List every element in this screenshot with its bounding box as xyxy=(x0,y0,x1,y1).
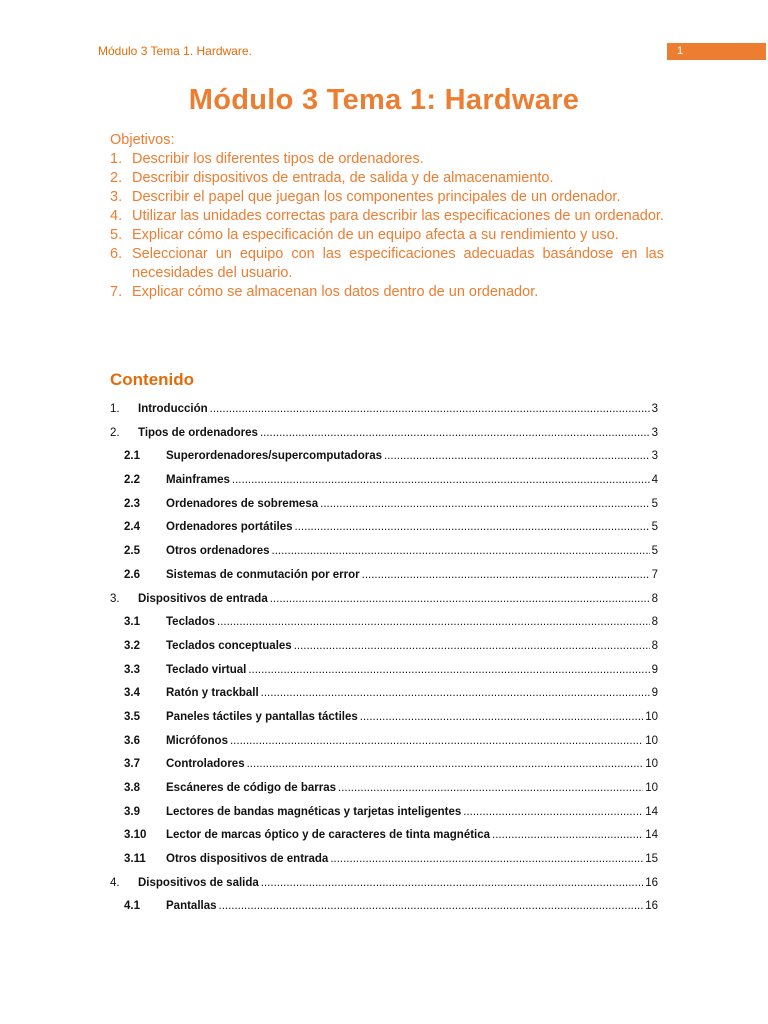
toc-entry[interactable] xyxy=(0,731,768,755)
toc-entry-number: 2.5 xyxy=(124,545,140,558)
toc-entry-number: 2. xyxy=(110,426,120,439)
toc-heading: Contenido xyxy=(110,370,195,389)
objective-item xyxy=(110,245,664,283)
toc-dot-leader xyxy=(210,403,650,415)
toc-entry[interactable] xyxy=(0,423,768,447)
objective-number: 6. xyxy=(110,246,123,262)
objective-number: 4. xyxy=(110,208,123,224)
toc-entry-title: Pantallas xyxy=(166,900,217,913)
toc-entry-number: 2.3 xyxy=(124,497,140,510)
objective-number: 7. xyxy=(110,284,123,300)
toc-dot-leader xyxy=(338,782,643,794)
toc-entry-page: 4 xyxy=(651,474,658,487)
toc-entry[interactable] xyxy=(0,589,768,613)
toc-dot-leader xyxy=(260,427,650,439)
toc-entry[interactable] xyxy=(0,660,768,684)
objective-text: Explicar cómo se almacenan los datos dentro de un ordenador. xyxy=(132,284,539,300)
toc-entry-title: Dispositivos de entrada xyxy=(138,592,268,605)
toc-entry-title: Micrófonos xyxy=(166,734,228,747)
page-number: 1 xyxy=(677,45,684,57)
toc-entry-number: 3.4 xyxy=(124,687,140,700)
toc-entry-page: 8 xyxy=(651,616,658,629)
toc-entry-title: Teclado virtual xyxy=(166,663,247,676)
objectives-heading: Objetivos: xyxy=(110,132,175,148)
toc-dot-leader xyxy=(330,853,643,865)
toc-entry[interactable] xyxy=(0,849,768,873)
table-of-contents xyxy=(0,399,768,920)
toc-entry-title: Introducción xyxy=(138,403,208,415)
toc-dot-leader xyxy=(295,521,650,533)
objective-number: 3. xyxy=(110,189,123,205)
toc-entry-title: Mainframes xyxy=(166,474,230,487)
objective-text: Describir los diferentes tipos de ordenadores. xyxy=(132,151,424,167)
objective-number: 5. xyxy=(110,227,123,243)
toc-entry-number: 4. xyxy=(110,876,120,889)
toc-entry-number: 2.1 xyxy=(124,450,140,463)
toc-entry-number: 3.1 xyxy=(124,616,140,629)
toc-entry-title: Ordenadores de sobremesa xyxy=(166,497,319,510)
toc-entry-page: 3 xyxy=(651,403,658,415)
toc-entry-page: 14 xyxy=(645,829,658,842)
objective-number: 2. xyxy=(110,170,123,186)
toc-entry-title: Ordenadores portátiles xyxy=(166,521,293,534)
running-header-title: Módulo 3 Tema 1. Hardware. xyxy=(98,44,252,58)
toc-entry[interactable] xyxy=(0,399,768,423)
toc-entry-title: Sistemas de conmutación por error xyxy=(166,568,360,581)
toc-entry-page: 10 xyxy=(645,710,658,723)
toc-entry-page: 3 xyxy=(651,450,658,463)
toc-dot-leader xyxy=(320,498,649,510)
toc-entry-page: 8 xyxy=(651,592,658,605)
toc-dot-leader xyxy=(261,687,650,699)
toc-entry[interactable] xyxy=(0,636,768,660)
objective-text: Describir el papel que juegan los componentes principales de un ordenador. xyxy=(132,189,621,205)
toc-entry-page: 16 xyxy=(645,900,658,913)
toc-dot-leader xyxy=(217,616,650,628)
toc-entry-number: 3.7 xyxy=(124,758,140,771)
toc-entry-page: 10 xyxy=(645,782,658,794)
objectives-section xyxy=(110,131,664,302)
toc-entry-title: Ratón y trackball xyxy=(166,687,259,700)
toc-entry-title: Teclados conceptuales xyxy=(166,639,292,652)
toc-entry-number: 3.2 xyxy=(124,639,140,652)
toc-entry[interactable] xyxy=(0,707,768,731)
objective-text: Explicar cómo la especificación de un equipo afecta a su rendimiento y uso. xyxy=(132,227,619,243)
toc-entry-page: 10 xyxy=(645,758,658,771)
toc-entry-title: Lectores de bandas magnéticas y tarjetas inteligentes xyxy=(166,805,462,818)
toc-entry-title: Dispositivos de salida xyxy=(138,876,259,889)
objective-text: Seleccionar un equipo con las especificaciones adecuadas basándose en las necesidades del usuario. xyxy=(132,246,664,281)
objective-item xyxy=(110,207,664,226)
toc-dot-leader xyxy=(230,735,643,747)
toc-dot-leader xyxy=(294,640,650,652)
objective-text: Describir dispositivos de entrada, de salida y de almacenamiento. xyxy=(132,170,554,186)
toc-entry[interactable] xyxy=(0,802,768,826)
toc-dot-leader xyxy=(232,474,650,486)
toc-entry-number: 3.5 xyxy=(124,710,140,723)
objective-item xyxy=(110,169,664,188)
objective-item xyxy=(110,226,664,245)
toc-entry-page: 8 xyxy=(651,639,658,652)
toc-dot-leader xyxy=(362,569,650,581)
toc-entry[interactable] xyxy=(0,494,768,518)
toc-entry[interactable] xyxy=(0,778,768,802)
toc-entry[interactable] xyxy=(0,873,768,897)
toc-entry-title: Otros dispositivos de entrada xyxy=(166,853,329,866)
toc-entry-title: Tipos de ordenadores xyxy=(138,426,258,439)
toc-dot-leader xyxy=(360,711,643,723)
toc-entry[interactable] xyxy=(0,825,768,849)
objective-text: Utilizar las unidades correctas para describir las especificaciones de un ordenador. xyxy=(132,208,664,224)
toc-entry-title: Lector de marcas óptico y de caracteres de tinta magnética xyxy=(166,829,491,842)
page-number-badge xyxy=(667,43,766,60)
toc-entry-number: 3.3 xyxy=(124,663,140,676)
toc-entry-title: Paneles táctiles y pantallas táctiles xyxy=(166,710,358,723)
toc-entry-number: 2.6 xyxy=(124,568,140,581)
toc-entry[interactable] xyxy=(0,612,768,636)
toc-dot-leader xyxy=(270,593,650,605)
toc-entry-number: 3.10 xyxy=(124,829,147,842)
toc-entry[interactable] xyxy=(0,446,768,470)
toc-entry-number: 3.6 xyxy=(124,734,140,747)
toc-entry-title: Escáneres de código de barras xyxy=(166,782,337,794)
toc-entry[interactable] xyxy=(0,896,768,920)
toc-dot-leader xyxy=(219,900,644,912)
toc-entry-title: Controladores xyxy=(166,758,245,771)
toc-entry-number: 2.4 xyxy=(124,521,140,534)
toc-entry-page: 9 xyxy=(651,687,658,700)
document-title: Módulo 3 Tema 1: Hardware xyxy=(188,84,580,116)
toc-entry-page: 5 xyxy=(651,521,658,534)
toc-entry-page: 5 xyxy=(651,497,658,510)
toc-entry-page: 3 xyxy=(651,426,658,439)
toc-entry[interactable] xyxy=(0,565,768,589)
toc-entry[interactable] xyxy=(0,470,768,494)
toc-entry-number: 4.1 xyxy=(124,900,140,913)
toc-entry-page: 10 xyxy=(645,734,658,747)
toc-dot-leader xyxy=(248,664,649,676)
toc-entry-page: 15 xyxy=(645,853,658,866)
toc-entry-page: 16 xyxy=(645,876,658,889)
toc-entry-number: 2.2 xyxy=(124,474,140,487)
toc-entry-title: Teclados xyxy=(166,616,215,629)
toc-dot-leader xyxy=(272,545,650,557)
toc-entry-title: Superordenadores/supercomputadoras xyxy=(166,450,382,463)
toc-entry[interactable] xyxy=(0,541,768,565)
toc-entry-number: 1. xyxy=(110,403,120,415)
toc-dot-leader xyxy=(261,877,643,889)
toc-entry[interactable] xyxy=(0,683,768,707)
toc-entry-title: Otros ordenadores xyxy=(166,545,270,558)
toc-dot-leader xyxy=(384,450,650,462)
toc-entry-page: 9 xyxy=(651,663,658,676)
toc-entry[interactable] xyxy=(0,754,768,778)
toc-dot-leader xyxy=(492,829,643,841)
toc-entry-page: 5 xyxy=(651,545,658,558)
toc-entry-page: 7 xyxy=(651,568,658,581)
toc-entry-number: 3. xyxy=(110,592,120,605)
toc-entry-number: 3.11 xyxy=(124,853,146,866)
objective-item xyxy=(110,150,664,169)
toc-entry-number: 3.9 xyxy=(124,805,140,818)
objective-item xyxy=(110,283,664,302)
toc-entry[interactable] xyxy=(0,517,768,541)
objectives-list xyxy=(110,150,664,302)
objective-number: 1. xyxy=(110,151,123,167)
objective-item xyxy=(110,188,664,207)
toc-dot-leader xyxy=(247,758,644,770)
toc-entry-page: 14 xyxy=(645,805,658,818)
toc-entry-number: 3.8 xyxy=(124,782,140,794)
toc-dot-leader xyxy=(463,806,643,818)
